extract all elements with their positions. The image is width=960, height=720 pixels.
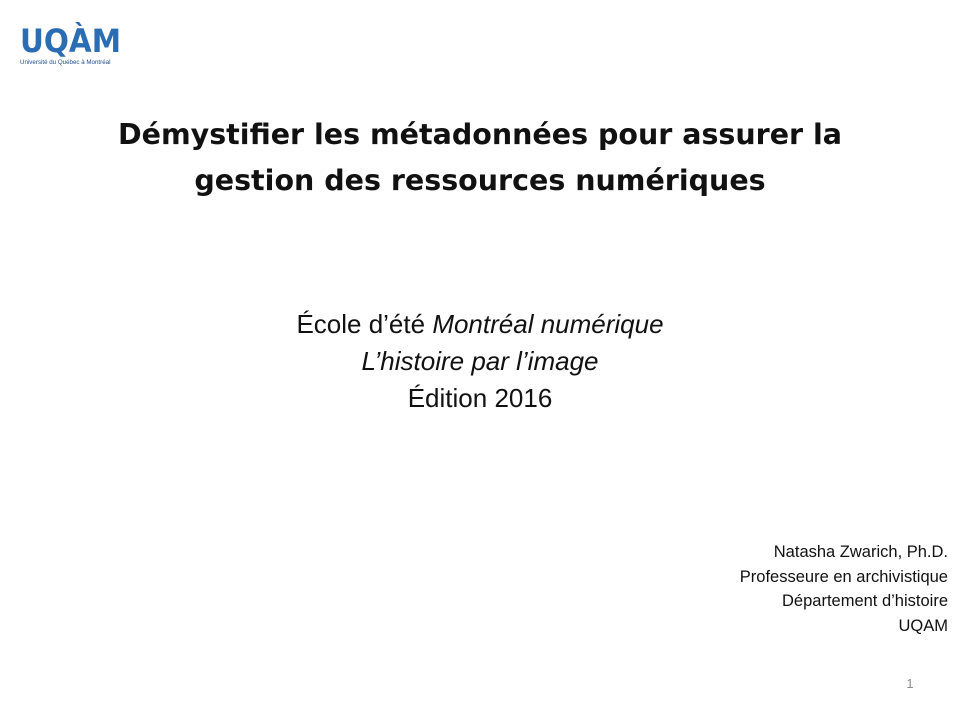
event-subtitle-text: L’histoire par l’image xyxy=(361,346,599,376)
event-edition: Édition 2016 xyxy=(407,383,553,413)
slide-title xyxy=(0,112,960,204)
page-number: 1 xyxy=(906,676,914,691)
event-subtitle xyxy=(0,343,960,380)
author-role: Professeure en archivistique xyxy=(739,567,948,586)
event-info xyxy=(0,306,960,417)
logo-mark: UQÀM xyxy=(20,22,122,60)
author-block xyxy=(740,540,948,638)
event-line-1 xyxy=(0,306,960,343)
uqam-logo xyxy=(20,24,120,66)
event-name-italic: Montréal numérique xyxy=(432,309,664,339)
author-department: Département d’histoire xyxy=(782,592,948,610)
author-name: Natasha Zwarich, Ph.D. xyxy=(773,543,948,561)
logo-subtitle: Université du Québec à Montréal xyxy=(20,59,111,66)
author-institution: UQAM xyxy=(898,616,948,635)
title-line-2: gestion des ressources numériques xyxy=(194,164,766,197)
title-line-1: Démystifier les métadonnées pour assurer la xyxy=(117,118,843,151)
event-name-prefix: École d’été xyxy=(296,309,433,339)
